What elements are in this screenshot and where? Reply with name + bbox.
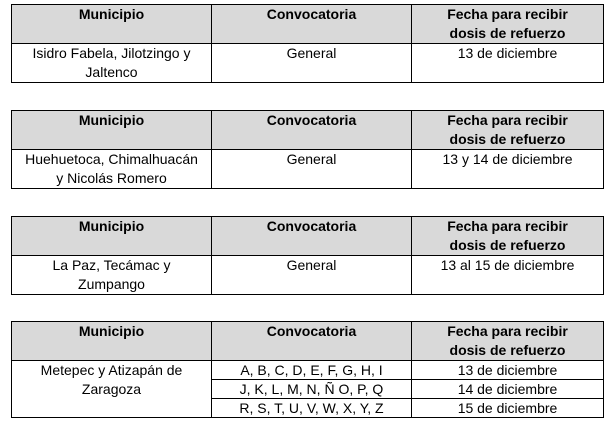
header-municipio: Municipio xyxy=(12,111,212,150)
fecha-cell: 15 de diciembre xyxy=(412,399,604,418)
municipio-cell xyxy=(12,44,212,83)
schedule-table-4 xyxy=(11,321,604,418)
table-row xyxy=(12,361,604,380)
municipio-line2: Jaltenco xyxy=(85,64,138,80)
table-row xyxy=(12,44,604,83)
header-fecha-line2: dosis de refuerzo xyxy=(449,237,566,253)
header-row xyxy=(12,111,604,150)
header-fecha-line2: dosis de refuerzo xyxy=(449,25,566,41)
header-fecha-line1: Fecha para recibir xyxy=(447,323,568,339)
convocatoria-cell: A, B, C, D, E, F, G, H, I xyxy=(212,361,412,380)
convocatoria-cell: General xyxy=(212,150,412,189)
header-row xyxy=(12,217,604,256)
header-convocatoria: Convocatoria xyxy=(212,217,412,256)
header-convocatoria: Convocatoria xyxy=(212,111,412,150)
convocatoria-cell: R, S, T, U, V, W, X, Y, Z xyxy=(212,399,412,418)
fecha-cell: 13 de diciembre xyxy=(412,361,604,380)
convocatoria-cell: J, K, L, M, N, Ñ O, P, Q xyxy=(212,380,412,399)
municipio-cell xyxy=(12,150,212,189)
fecha-cell: 14 de diciembre xyxy=(412,380,604,399)
header-municipio: Municipio xyxy=(12,5,212,44)
municipio-line1: Huehuetoca, Chimalhuacán xyxy=(25,151,198,167)
header-convocatoria: Convocatoria xyxy=(212,5,412,44)
header-row xyxy=(12,322,604,361)
schedule-table-1 xyxy=(11,4,604,83)
fecha-cell: 13 y 14 de diciembre xyxy=(412,150,604,189)
header-fecha xyxy=(412,322,604,361)
municipio-line2: y Nicolás Romero xyxy=(56,170,167,186)
table-row xyxy=(12,256,604,295)
fecha-cell: 13 de diciembre xyxy=(412,44,604,83)
header-row xyxy=(12,5,604,44)
municipio-line2: Zaragoza xyxy=(81,381,142,397)
municipio-cell xyxy=(12,256,212,295)
municipio-line2: Zumpango xyxy=(78,276,145,292)
header-fecha xyxy=(412,5,604,44)
fecha-cell: 13 al 15 de diciembre xyxy=(412,256,604,295)
header-convocatoria: Convocatoria xyxy=(212,322,412,361)
convocatoria-cell: General xyxy=(212,256,412,295)
schedule-table-2 xyxy=(11,110,604,189)
header-fecha xyxy=(412,217,604,256)
header-fecha-line2: dosis de refuerzo xyxy=(449,131,566,147)
municipio-line1: Isidro Fabela, Jilotzingo y xyxy=(32,45,191,61)
header-municipio: Municipio xyxy=(12,217,212,256)
municipio-line1: Metepec y Atizapán de xyxy=(40,362,183,378)
municipio-cell xyxy=(12,361,212,418)
header-fecha-line1: Fecha para recibir xyxy=(447,112,568,128)
table-row xyxy=(12,150,604,189)
header-municipio: Municipio xyxy=(12,322,212,361)
header-fecha-line1: Fecha para recibir xyxy=(447,6,568,22)
header-fecha xyxy=(412,111,604,150)
header-fecha-line1: Fecha para recibir xyxy=(447,218,568,234)
schedule-table-3 xyxy=(11,216,604,295)
municipio-line1: La Paz, Tecámac y xyxy=(52,257,171,273)
header-fecha-line2: dosis de refuerzo xyxy=(449,342,566,358)
convocatoria-cell: General xyxy=(212,44,412,83)
